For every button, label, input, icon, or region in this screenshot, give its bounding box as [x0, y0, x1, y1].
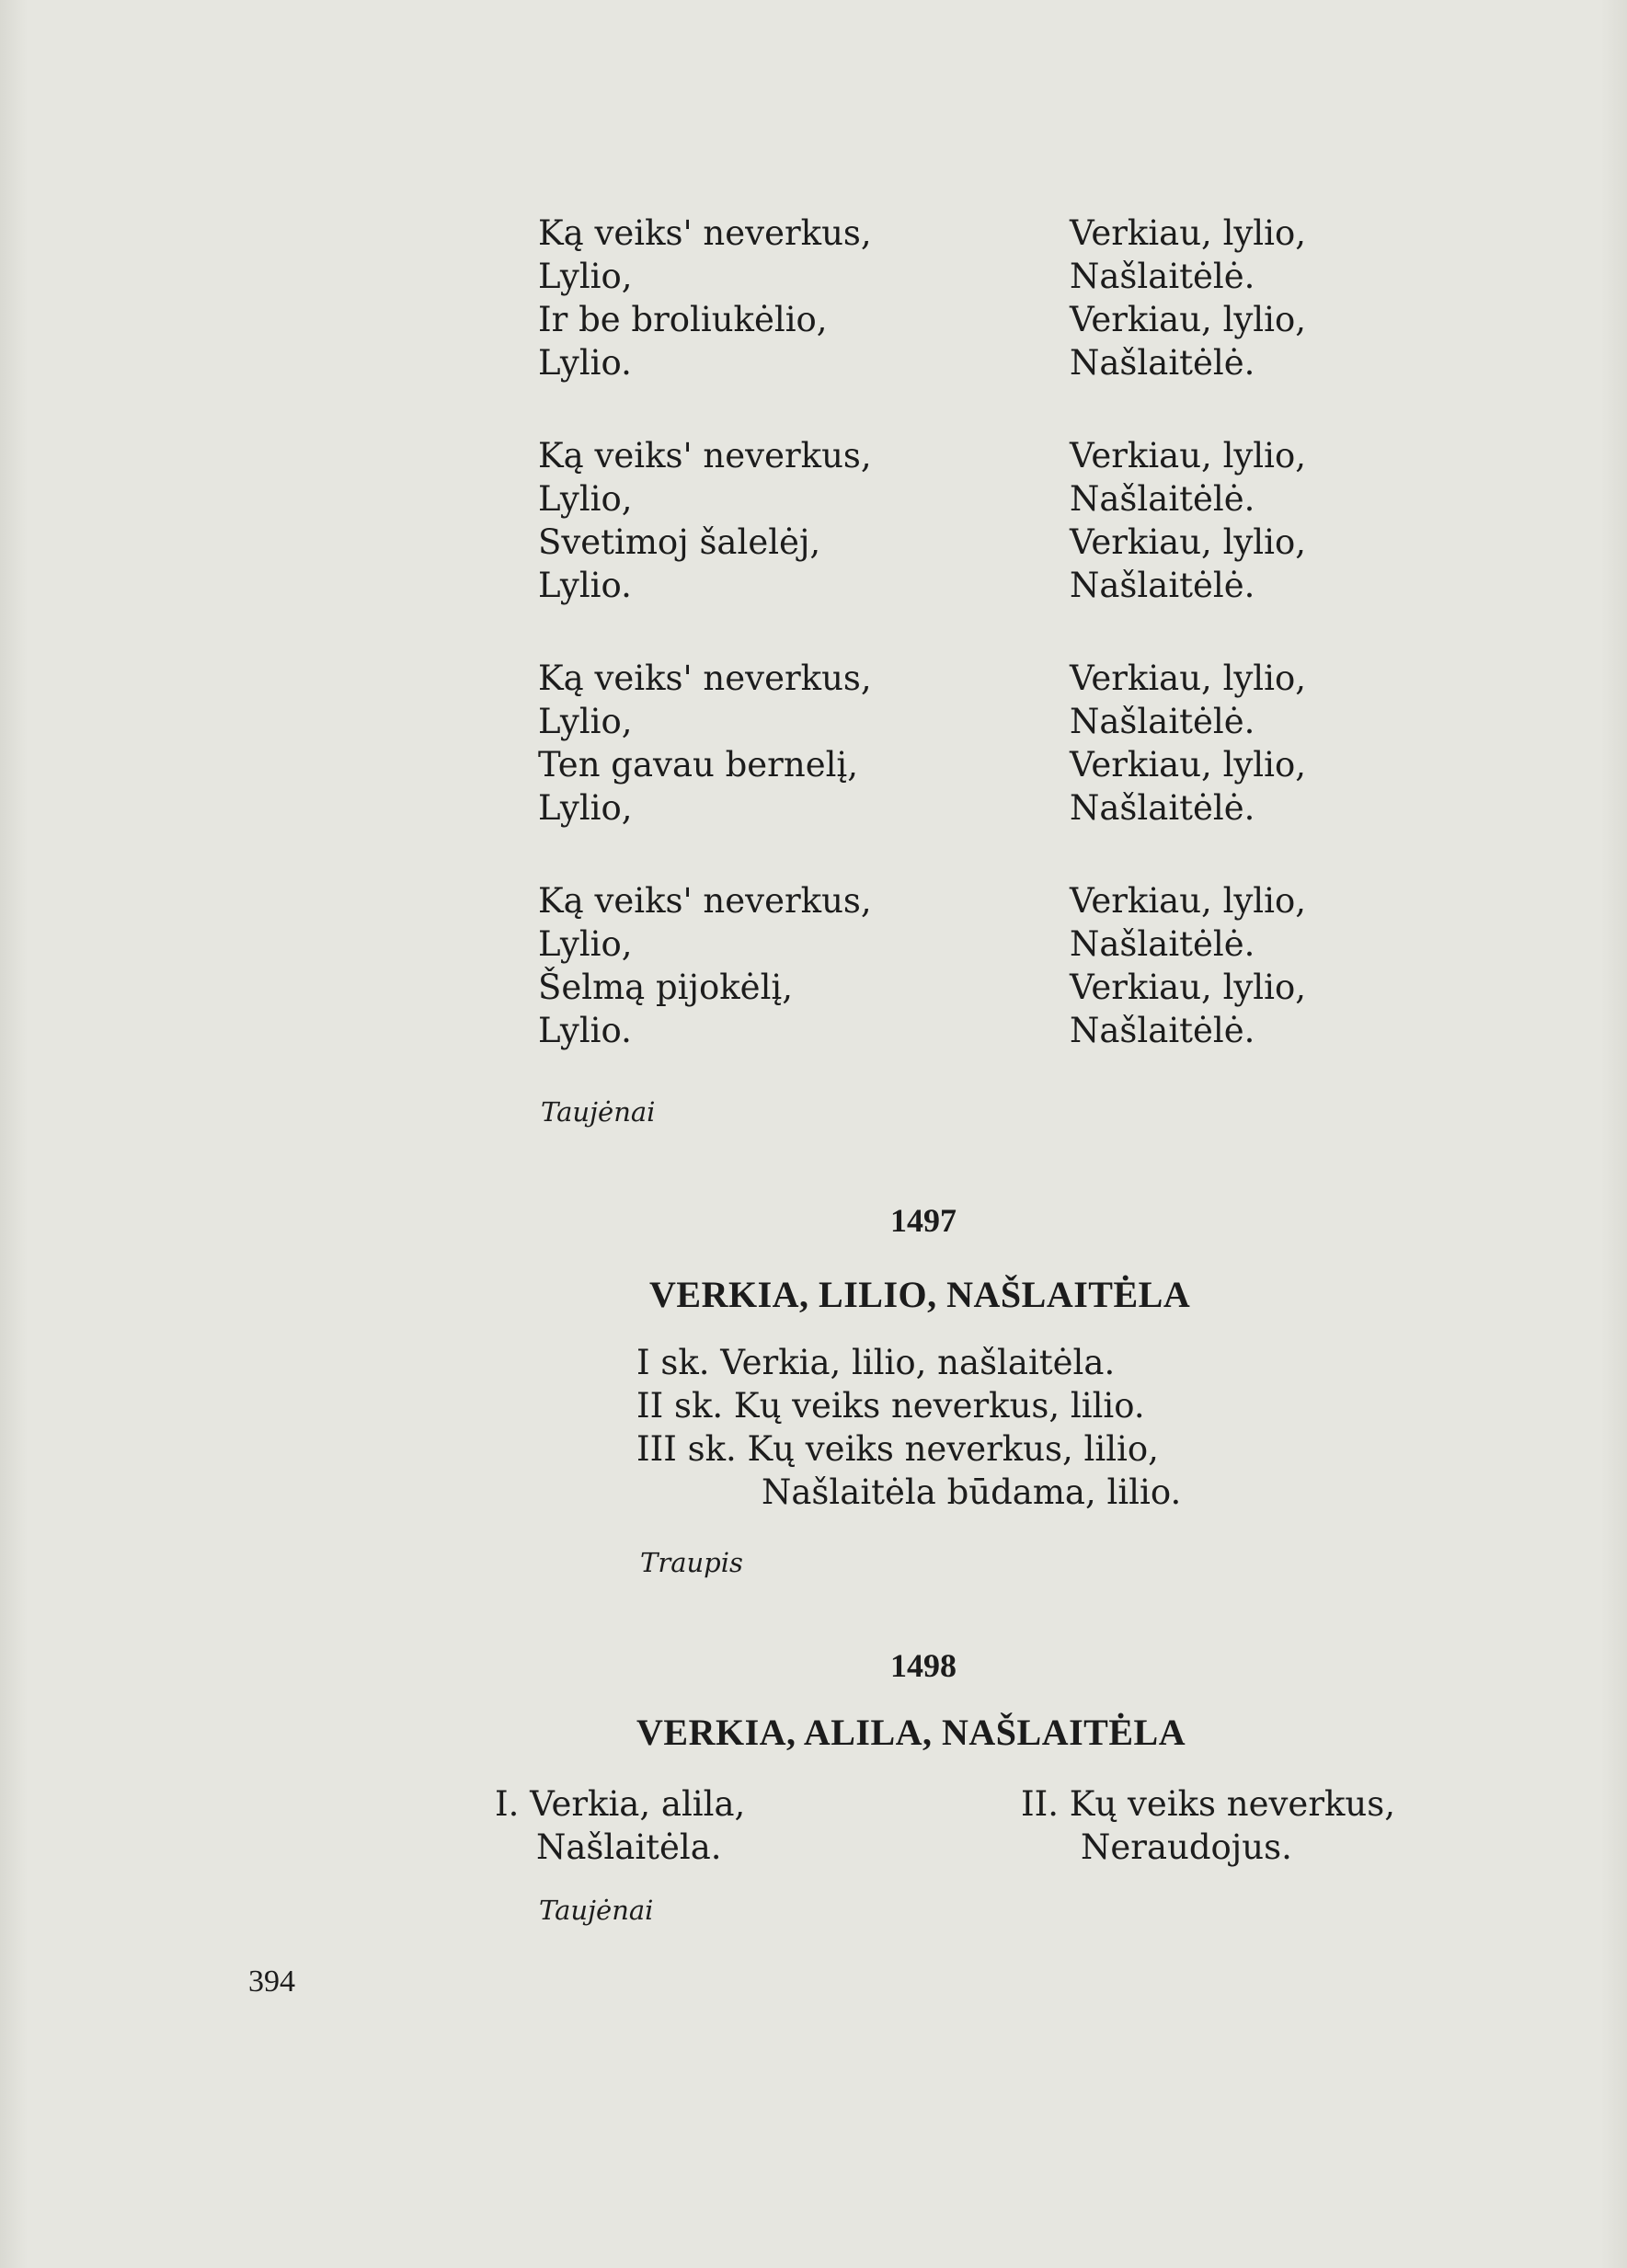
verse-line: Verkiau, lylio, [1070, 522, 1307, 562]
verse-line: Našlaitėlė. [1070, 1011, 1255, 1050]
song-1497-number: 1497 [890, 1202, 957, 1239]
stanza [1070, 434, 1306, 607]
verse-line: Našlaitėlė. [1070, 479, 1255, 519]
verse-line: Ką veiks' neverkus, [538, 659, 872, 698]
song-1498-number: 1498 [890, 1647, 957, 1684]
verse-line: Lylio. [538, 566, 632, 605]
verse-line: Lylio. [538, 343, 632, 383]
verse-line: Ką veiks' neverkus, [538, 436, 872, 475]
stanza [538, 434, 872, 607]
verse-line: Ką veiks' neverkus, [538, 213, 872, 253]
song-1497-title: VERKIA, LILIO, NAŠLAITĖLA [649, 1274, 1191, 1315]
verse-line: Lylio, [538, 924, 633, 964]
stanza [538, 212, 872, 384]
song-1497-source: Traupis [640, 1547, 743, 1578]
verse-line: Našlaitėlė. [1070, 924, 1255, 964]
page-number: 394 [248, 1964, 295, 1999]
verse-line: Našlaitėla būdama, lilio. [762, 1472, 1182, 1512]
song-1498-verse-left [495, 1782, 745, 1869]
stanza [538, 879, 872, 1052]
verse-line: Verkiau, lylio, [1070, 436, 1307, 475]
verse-line: Lylio, [538, 257, 633, 296]
verse-line: Ką veiks' neverkus, [538, 881, 872, 921]
verse-line: Neraudojus. [1081, 1827, 1292, 1867]
song-1496-right-column [1070, 212, 1306, 1102]
verse-line: Verkiau, lylio, [1070, 881, 1307, 921]
verse-line: Šelmą pijokėlį, [538, 968, 793, 1007]
verse-line: Našlaitėlė. [1070, 566, 1255, 605]
verse-line: Verkiau, lylio, [1070, 968, 1307, 1007]
verse-line: II sk. Kų veiks neverkus, lilio. [636, 1386, 1145, 1426]
stanza [538, 657, 872, 830]
verse-line: Verkiau, lylio, [1070, 300, 1307, 339]
song-1496-left-column [538, 212, 872, 1102]
song-1497-verse [636, 1341, 1181, 1514]
verse-line: II. Kų veiks neverkus, [1021, 1784, 1395, 1824]
verse-line: Lylio. [538, 1011, 632, 1050]
verse-line: Svetimoj šalelėj, [538, 522, 821, 562]
song-1498-source: Taujėnai [539, 1895, 654, 1926]
stanza [1070, 212, 1306, 384]
song-1498-verse-right [1021, 1782, 1395, 1869]
verse-line: III sk. Kų veiks neverkus, lilio, [636, 1429, 1159, 1469]
verse-line: I sk. Verkia, lilio, našlaitėla. [636, 1343, 1116, 1382]
song-1496-source: Taujėnai [541, 1096, 656, 1128]
verse-line: Ir be broliukėlio, [538, 300, 828, 339]
verse-line: Našlaitėlė. [1070, 257, 1255, 296]
verse-line: Našlaitėlė. [1070, 343, 1255, 383]
verse-line: Verkiau, lylio, [1070, 659, 1307, 698]
verse-line: Lylio, [538, 788, 633, 828]
verse-line: Lylio, [538, 702, 633, 741]
verse-line: Našlaitėla. [536, 1827, 722, 1867]
stanza [1070, 879, 1306, 1052]
verse-line: Našlaitėlė. [1070, 788, 1255, 828]
verse-line: Verkiau, lylio, [1070, 213, 1307, 253]
verse-line: I. Verkia, alila, [495, 1784, 746, 1824]
verse-line: Lylio, [538, 479, 633, 519]
verse-line: Verkiau, lylio, [1070, 745, 1307, 785]
song-1498-title: VERKIA, ALILA, NAŠLAITĖLA [636, 1712, 1186, 1753]
verse-line: Ten gavau bernelį, [538, 745, 859, 785]
stanza [1070, 657, 1306, 830]
verse-line: Našlaitėlė. [1070, 702, 1255, 741]
